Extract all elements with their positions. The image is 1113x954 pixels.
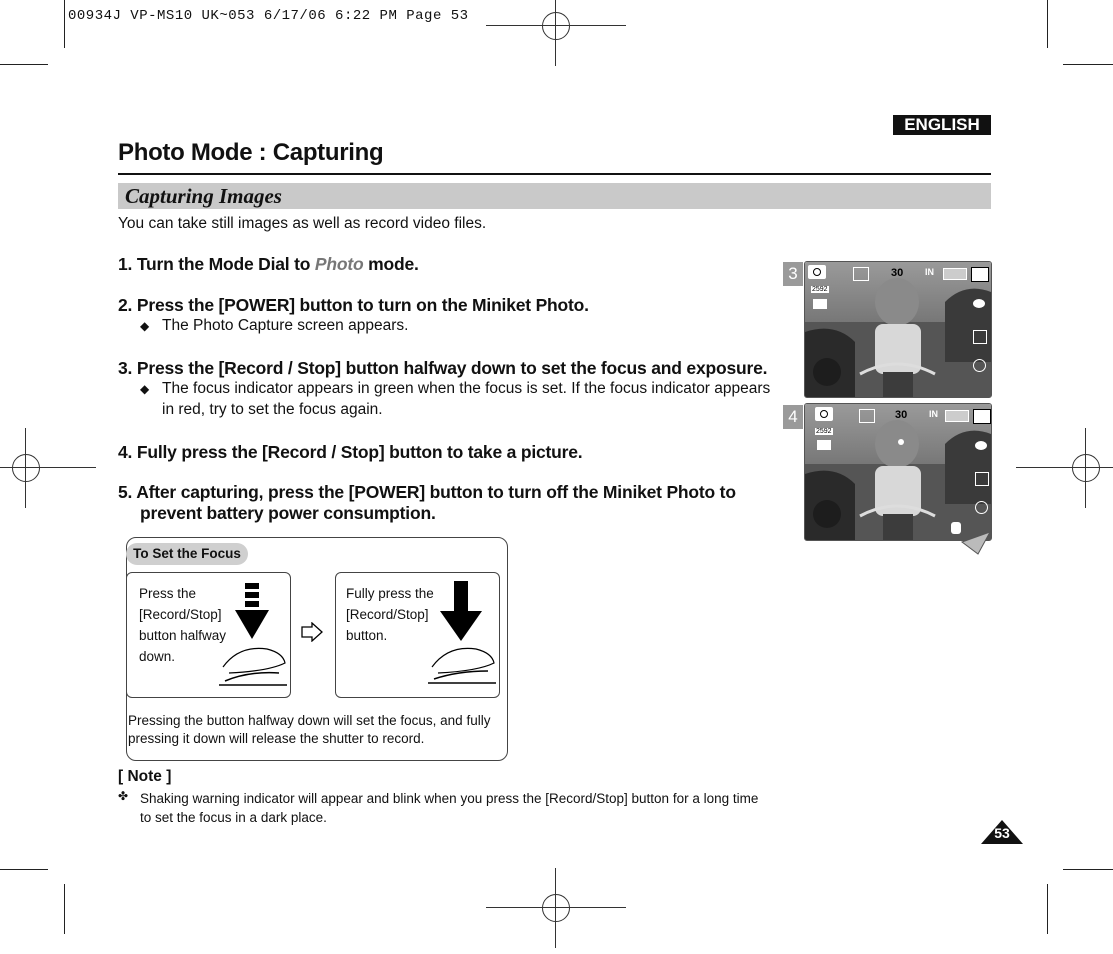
resolution-badge: 2592 <box>816 428 832 435</box>
section-title: Capturing Images <box>125 184 282 208</box>
note-line: to set the focus in a dark place. <box>140 810 327 825</box>
full-press-line: Fully press the <box>346 586 434 601</box>
capture-screen-image <box>805 262 991 397</box>
full-press-box <box>335 572 500 698</box>
page-title: Photo Mode : Capturing <box>118 139 384 166</box>
half-press-text <box>139 583 226 667</box>
print-slug: 00934J VP-MS10 UK~053 6/17/06 6:22 PM Page 53 <box>68 8 469 24</box>
registration-mark-right <box>1066 448 1106 488</box>
full-press-illustration <box>428 579 496 693</box>
bullet: ◆ <box>140 382 150 396</box>
half-press-line: [Record/Stop] <box>139 607 222 622</box>
language-tag: ENGLISH <box>893 115 991 135</box>
step-3-detail <box>140 380 770 398</box>
camera-icon <box>815 407 833 421</box>
step-1-text: 1. Turn the Mode Dial to <box>118 254 315 274</box>
focus-frame-icon <box>859 409 875 423</box>
half-press-illustration <box>219 581 287 693</box>
step-3-detail-text: The focus indicator appears in green when the focus is set. If the focus indicator appears <box>162 380 771 397</box>
battery-icon <box>945 410 969 422</box>
quality-icon <box>813 299 827 309</box>
capture-screen-3 <box>804 261 992 398</box>
timer-icon <box>975 501 988 514</box>
shake-icon <box>973 330 987 344</box>
arrow-right-icon <box>300 622 324 642</box>
note-heading: [ Note ] <box>118 768 172 785</box>
full-press-line: [Record/Stop] <box>346 607 429 622</box>
shot-counter: 30 <box>895 409 908 421</box>
capture-screen-image <box>805 404 991 540</box>
capture-screen-4 <box>804 403 992 541</box>
red-eye-icon <box>973 299 985 308</box>
section-header <box>118 183 991 209</box>
half-press-line: down. <box>139 649 176 664</box>
playback-icon <box>973 409 991 424</box>
half-press-line: Press the <box>139 586 197 601</box>
title-rule <box>118 173 991 175</box>
screen-tag: 3 <box>783 262 803 286</box>
pointer-tail <box>960 530 994 556</box>
red-eye-icon <box>975 441 987 450</box>
note-bullet: ✤ <box>118 789 129 803</box>
step-2: 2. Press the [POWER] button to turn on the Miniket Photo. <box>118 295 589 315</box>
page-number: 53 <box>994 825 1010 841</box>
note-line: Shaking warning indicator will appear and blink when you press the [Record/Stop] button for a long time <box>140 791 759 806</box>
playback-icon <box>971 267 989 282</box>
battery-icon <box>943 268 967 280</box>
intro-text: You can take still images as well as record video files. <box>118 215 487 232</box>
quality-icon <box>817 440 831 450</box>
registration-mark-bottom <box>536 888 576 928</box>
screen-tag: 4 <box>783 405 803 429</box>
focus-frame-icon <box>853 267 869 281</box>
step-5-cont: prevent battery power consumption. <box>140 503 436 523</box>
step-4: 4. Fully press the [Record / Stop] button to take a picture. <box>118 442 583 462</box>
shake-icon <box>975 472 989 486</box>
arrow-down-icon <box>440 611 482 641</box>
page-number-badge <box>979 818 1025 851</box>
bullet: ◆ <box>140 319 150 333</box>
focus-caption-line: Pressing the button halfway down will set the focus, and fully <box>128 713 491 728</box>
resolution-badge: 2592 <box>812 286 828 293</box>
step-2-detail <box>140 317 408 335</box>
focus-caption <box>128 712 490 748</box>
step-5: 5. After capturing, press the [POWER] button to turn off the Miniket Photo to <box>118 482 736 502</box>
step-1-text-end: mode. <box>363 254 419 274</box>
focus-caption-line: pressing it down will release the shutter to record. <box>128 731 425 746</box>
memory-indicator: IN <box>925 267 934 277</box>
note-text <box>140 789 758 827</box>
half-press-line: button halfway <box>139 628 227 643</box>
step-1 <box>118 254 419 275</box>
shot-counter: 30 <box>891 267 904 279</box>
full-press-text <box>346 583 434 646</box>
camera-icon <box>808 265 826 279</box>
step-1-mode: Photo <box>314 254 364 274</box>
step-3: 3. Press the [Record / Stop] button halfway down to set the focus and exposure. <box>118 358 768 378</box>
step-3-detail-cont: in red, try to set the focus again. <box>162 401 383 418</box>
full-press-line: button. <box>346 628 388 643</box>
focus-panel-label: To Set the Focus <box>126 543 248 565</box>
step-2-detail-text: The Photo Capture screen appears. <box>162 317 409 334</box>
timer-icon <box>973 359 986 372</box>
memory-indicator: IN <box>929 409 938 419</box>
half-press-box <box>126 572 291 698</box>
registration-mark-top <box>536 6 576 46</box>
arrow-down-icon <box>235 610 269 639</box>
registration-mark-left <box>6 448 46 488</box>
